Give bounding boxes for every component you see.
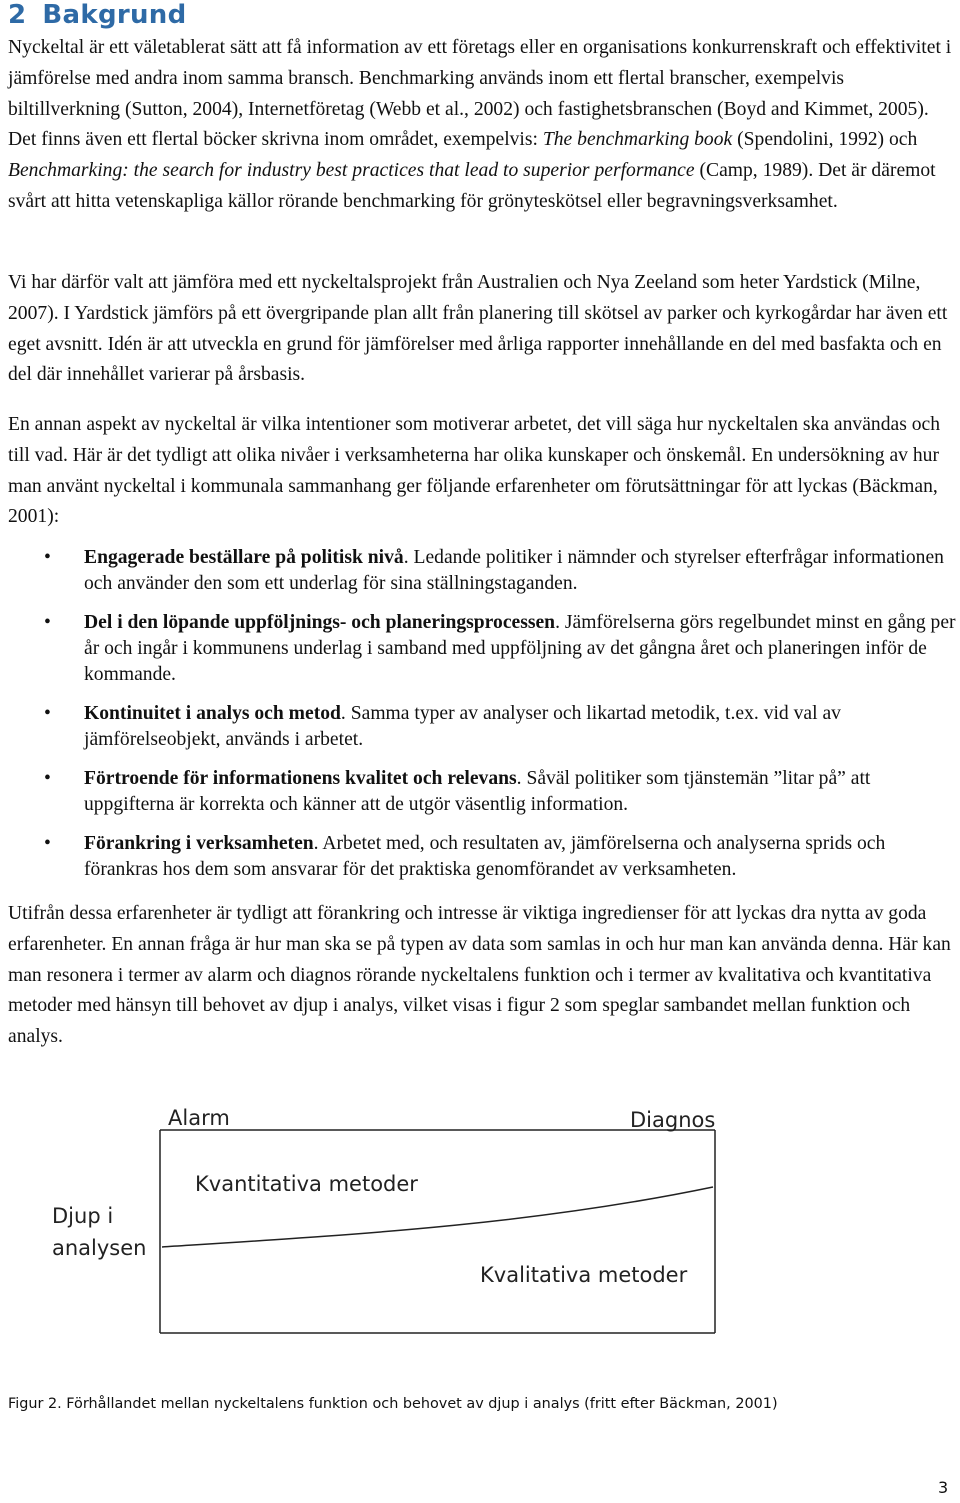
list-item-text: . Såväl politiker som tjänstemän ”litar på” att uppgifterna är korrekta och känner att de utgör väsentlig information.	[84, 768, 871, 815]
paragraph-intro-text-3: (Camp, 1989). Det är däremot svårt att hitta vetenskapliga källor rörande benchmarking för grönyteskötsel eller begravningsverksamhet.	[8, 160, 936, 212]
figure-curve	[162, 1187, 713, 1247]
list-item	[8, 831, 960, 883]
list-item-title: Förankring i verksamheten	[84, 833, 314, 854]
figure-diagram	[50, 1095, 720, 1335]
figure-label-alarm: Alarm	[168, 1106, 230, 1130]
bullet-icon: •	[44, 612, 51, 633]
figure-y-label-line2: analysen	[52, 1236, 147, 1260]
bullet-icon: •	[44, 768, 51, 789]
list-item	[8, 701, 960, 753]
figure-y-label-line1: Djup i	[52, 1204, 114, 1228]
list-item-title: Del i den löpande uppföljnings- och planeringsprocessen	[84, 612, 556, 633]
list-item-title: Engagerade beställare på politisk nivå	[84, 547, 404, 568]
list-item	[8, 545, 960, 597]
page-number: 3	[938, 1478, 949, 1497]
list-item-text: . Arbetet med, och resultaten av, jämförelserna och analyserna sprids och förankras hos dem som ansvarar för det praktiska genomförandet av verksamheten.	[84, 833, 886, 880]
paragraph-intro	[8, 33, 960, 218]
list-item-text: . Jämförelserna görs regelbundet minst en gång per år och ingår i kommunens underlag i samband med uppföljning av det gångna året och planeringen inför de kommande.	[84, 612, 956, 685]
book-title-benchmarking-book: The benchmarking book	[542, 129, 733, 151]
paragraph-yardstick: Vi har därför valt att jämföra med ett nyckeltalsprojekt från Australien och Nya Zeeland som heter Yardstick (Milne, 2007). I Yardstick jämförs på ett övergripande plan allt från planering till skötsel av parker och kyrkogårdar har även ett eget avsnitt. Idén är att utveckla en grund för jämförelser med årliga rapporter innehållande en del med basfakta och en del där innehållet varierar på årsbasis.	[8, 272, 948, 386]
section-title: Bakgrund	[42, 0, 187, 30]
list-item-title: Förtroende för informationens kvalitet och relevans	[84, 768, 517, 789]
section-heading	[8, 0, 187, 30]
figure-caption: Figur 2. Förhållandet mellan nyckeltalens funktion och behovet av djup i analys (fritt efter Bäckman, 2001)	[8, 1396, 778, 1412]
paragraph-intro-text-2: (Spendolini, 1992) och	[732, 129, 918, 151]
bullet-icon: •	[44, 703, 51, 724]
paragraph-aspects: En annan aspekt av nyckeltal är vilka intentioner som motiverar arbetet, det vill säga hur nyckeltalen ska användas och till vad. Här är det tydligt att olika nivåer i verksamheterna har olika kunskaper och önskemål. En undersökning av hur man använt nyckeltal i kommunala sammanhang ger följande erfarenheter om förutsättningar för att lyckas (Bäckman, 2001):	[8, 414, 941, 528]
figure-label-kvantitativa: Kvantitativa metoder	[195, 1172, 418, 1196]
success-factors-list	[8, 545, 960, 896]
paragraph-intro-text: Nyckeltal är ett väletablerat sätt att få information av ett företags eller en organisations konkurrenskraft och effektivitet i jämförelse med andra inom samma bransch. Benchmarking används inom ett flertal branscher, exempelvis biltillverkning (Sutton, 2004), Internetföretag (Webb et al., 2002) och fastighetsbranschen (Boyd and Kimmet, 2005). Det finns även ett flertal böcker skrivna inom området, exempelvis:	[8, 37, 952, 151]
list-item	[8, 766, 960, 818]
list-item-text: . Ledande politiker i nämnder och styrelser efterfrågar informationen och använder den som ett underlag för sina ställningstaganden.	[84, 547, 944, 594]
figure-function-analysis	[50, 1095, 720, 1335]
section-number: 2	[8, 0, 27, 30]
book-title-benchmarking-search: Benchmarking: the search for industry best practices that lead to superior performance	[8, 160, 695, 182]
paragraph-conclusion: Utifrån dessa erfarenheter är tydligt att förankring och intresse är viktiga ingredienser för att lyckas dra nytta av goda erfarenheter. En annan fråga är hur man ska se på typen av data som samlas in och hur man kan använda denna. Här kan man resonera i termer av alarm och diagnos rörande nyckeltalens funktion och i termer av kvalitativa och kvantitativa metoder med hänsyn till behovet av djup i analys, vilket visas i figur 2 som speglar sambandet mellan funktion och analys.	[8, 903, 951, 1048]
list-item-text: . Samma typer av analyser och likartad metodik, t.ex. vid val av jämförelseobjekt, används i arbetet.	[84, 703, 841, 750]
list-item	[8, 610, 960, 688]
bullet-icon: •	[44, 547, 51, 568]
bullet-icon: •	[44, 833, 51, 854]
list-item-title: Kontinuitet i analys och metod	[84, 703, 341, 724]
figure-label-kvalitativa: Kvalitativa metoder	[480, 1263, 688, 1287]
figure-label-diagnos: Diagnos	[630, 1108, 716, 1132]
